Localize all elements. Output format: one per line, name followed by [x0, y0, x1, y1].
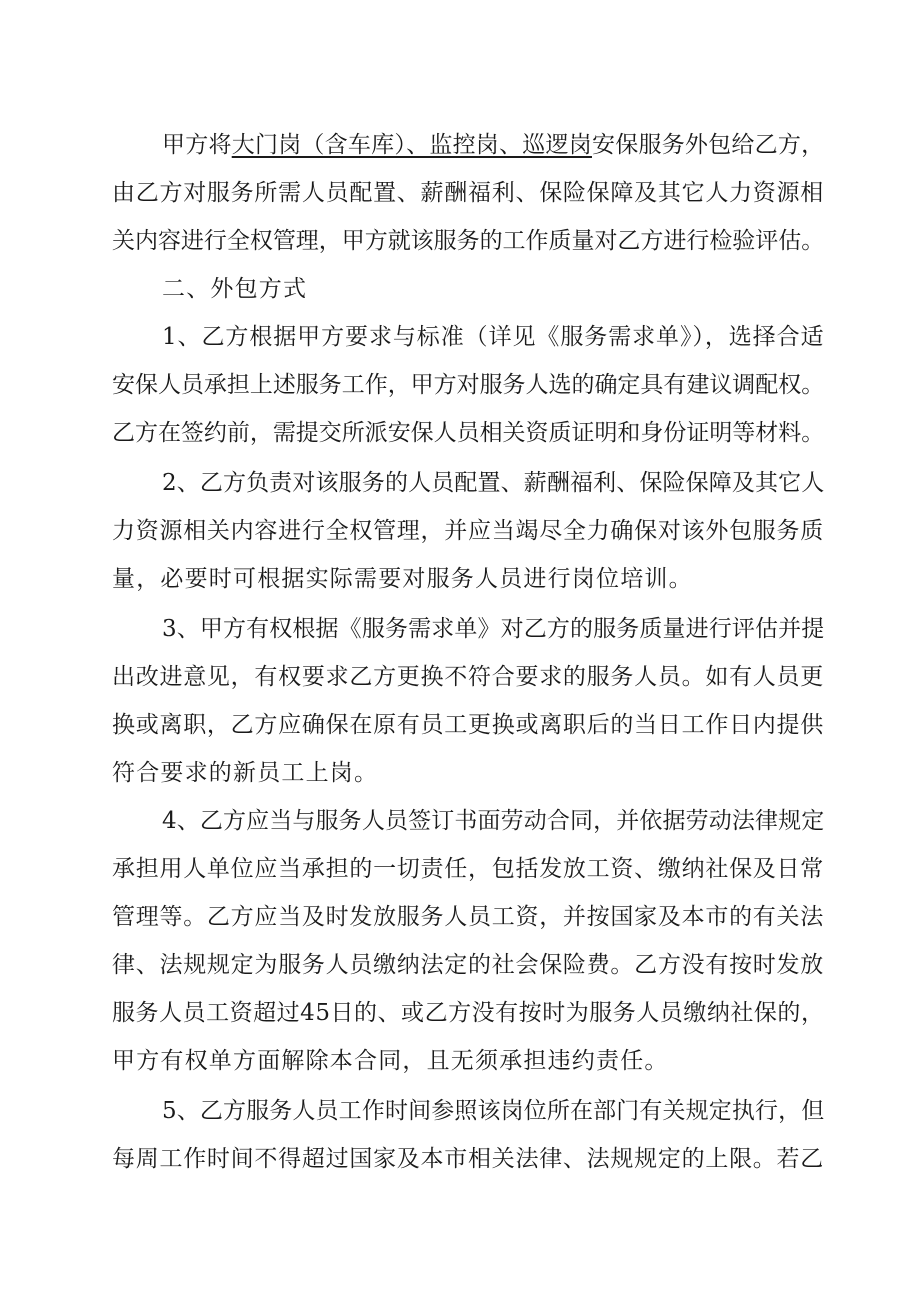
item2-line3: 量，必要时可根据实际需要对服务人员进行岗位培训。: [112, 566, 693, 592]
item3-line3: 换或离职，乙方应确保在原有员工更换或离职后的当日工作日内提供: [112, 712, 824, 738]
item5-line1: 5、乙方服务人员工作时间参照该岗位所在部门有关规定执行，但: [162, 1098, 825, 1124]
para1-line3: 关内容进行全权管理，甲方就该服务的工作质量对乙方进行检验评估。: [112, 228, 825, 254]
item1-line3: 乙方在签约前，需提交所派安保人员相关资质证明和身份证明等材料。: [112, 420, 825, 446]
item4-line5: 服务人员工资超过45日的、或乙方没有按时为服务人员缴纳社保的，: [112, 1000, 825, 1026]
item1-line1: 1、乙方根据甲方要求与标准（详见《服务需求单》），选择合适: [162, 324, 825, 350]
item4-line3: 管理等。乙方应当及时发放服务人员工资，并按国家及本市的有关法: [112, 904, 824, 930]
item4-line6: 甲方有权单方面解除本合同，且无须承担违约责任。: [112, 1048, 669, 1074]
para1-underlined-posts: 大门岗（含车库）、监控岗、巡逻岗: [231, 132, 592, 158]
section-heading: 二、外包方式: [162, 276, 308, 302]
item3-line2: 出改进意见，有权要求乙方更换不符合要求的服务人员。如有人员更: [112, 664, 824, 690]
para1-line1: [162, 130, 824, 160]
para1-tail: 安保服务外包给乙方，: [591, 132, 825, 158]
item4-line1: 4、乙方应当与服务人员签订书面劳动合同，并依据劳动法律规定: [162, 808, 825, 834]
item5-line2: 每周工作时间不得超过国家及本市相关法律、法规规定的上限。若乙: [112, 1146, 824, 1172]
item2-line1: 2、乙方负责对该服务的人员配置、薪酬福利、保险保障及其它人: [162, 470, 825, 496]
item4-line2: 承担用人单位应当承担的一切责任，包括发放工资、缴纳社保及日常: [112, 856, 824, 882]
item2-line2: 力资源相关内容进行全权管理，并应当竭尽全力确保对该外包服务质: [112, 518, 824, 544]
para1-lead: 甲方将: [162, 132, 232, 158]
item4-line4: 律、法规规定为服务人员缴纳法定的社会保险费。乙方没有按时发放: [112, 952, 824, 978]
item3-line4: 符合要求的新员工上岗。: [112, 760, 379, 786]
para1-line2: 由乙方对服务所需人员配置、薪酬福利、保险保障及其它人力资源相: [112, 180, 824, 206]
item3-line1: 3、甲方有权根据《服务需求单》对乙方的服务质量进行评估并提: [162, 616, 825, 642]
item1-line2: 安保人员承担上述服务工作，甲方对服务人选的确定具有建议调配权。: [112, 372, 825, 398]
